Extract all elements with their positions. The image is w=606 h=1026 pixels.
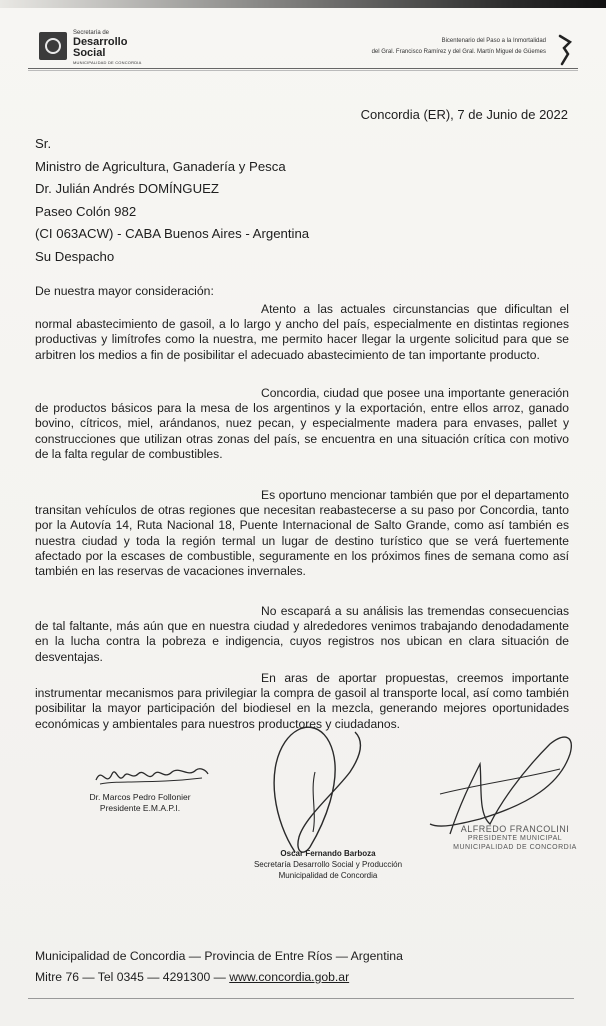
signatory-francolini — [440, 825, 590, 852]
address-line: Su Despacho — [35, 248, 115, 264]
footer-line1: Municipalidad de Concordia — Provincia de Entre Ríos — Argentina — [35, 949, 403, 963]
website-link[interactable]: www.concordia.gob.ar — [229, 970, 350, 984]
bicentenario-caption — [372, 38, 546, 57]
paragraph-text: En aras de aportar propuestas, creemos importante instrumentar mecanismos para privilegiar la compra de gasoil al transporte local, así como también posibilitar la mayor participación del biodiesel en la mezcla, generando mejores oportunidades económicas y ambientales para nuestros productores y ciudadanos. — [35, 671, 569, 731]
municipal-seal-icon — [39, 32, 67, 60]
signatory-barboza — [240, 848, 416, 881]
signature-follonier — [92, 758, 212, 794]
bicentenario-emblem-icon — [558, 34, 572, 66]
signatory-role: Secretaría Desarrollo Social y Producción — [253, 860, 403, 869]
header-divider-secondary — [28, 70, 578, 71]
salutation: De nuestra mayor consideración: — [35, 284, 214, 298]
logo-line3: Social — [73, 47, 106, 59]
paragraph-text: Atento a las actuales circunstancias que dificultan el normal abastecimiento de gasoil, a lo largo y ancho del país, especialmente en distintas regiones productivas y limítrofes como la nuestra, me permito hacer llegar la urgente solicitud para que se arbitren los medios a fin de posibilitar el adecuado abastecimiento de tan importante producto. — [35, 302, 569, 362]
body-paragraph — [35, 386, 569, 462]
paragraph-text: No escapará a su análisis las tremendas consecuencias de tal faltante, más aún que en nuestra ciudad y alrededores venimos trabajando denodadamente en la lucha contra la pobreza e indigencia, cuyos registros nos ubican en clara situación de desventajas. — [35, 604, 569, 664]
logo-line1: Secretaría de — [73, 30, 110, 36]
header-divider — [28, 68, 578, 69]
logo-line2: Desarrollo — [73, 36, 128, 48]
signatory-name: Dr. Marcos Pedro Follonier — [89, 792, 191, 802]
scan-edge — [0, 0, 606, 8]
logo-line4: MUNICIPALIDAD DE CONCORDIA — [73, 60, 142, 65]
letter-date: Concordia (ER), 7 de Junio de 2022 — [360, 107, 568, 122]
signatory-role: Presidente E.M.A.P.I. — [99, 803, 181, 813]
paragraph-text: Es oportuno mencionar también que por el departamento transitan vehículos de otras regiones que necesitan reabastecerse a su paso por Concordia, tanto por la Autovía 14, Ruta Nacional 18, Puente Internacional de Salto Grande, como así también es nuestra ciudad y toda la región termal un lugar de destino turístico que se verá fuertemente afectado por la escases de combustible, seguramente en los próximos fines de semana como así también en las reservas de vacaciones invernales. — [35, 488, 569, 579]
bicentenario-line1: Bicentenario del Paso a la Inmortalidad — [441, 38, 546, 44]
signatory-name: Oscar Fernando Barboza — [280, 849, 376, 858]
address-line: Sr. — [35, 136, 52, 151]
signatory-org: MUNICIPALIDAD DE CONCORDIA — [453, 844, 577, 851]
footer-contact: Mitre 76 — Tel 0345 — 4291300 — — [35, 970, 230, 984]
address-line: Paseo Colón 982 — [35, 203, 137, 219]
address-line: Dr. Julián Andrés DOMÍNGUEZ — [35, 181, 219, 196]
body-paragraph — [35, 302, 569, 363]
letter-footer — [35, 946, 403, 988]
bicentenario-line2: del Gral. Francisco Ramírez y del Gral. Martín Miguel de Güemes — [371, 48, 546, 55]
footer-divider — [28, 998, 574, 999]
body-paragraph — [35, 488, 569, 579]
address-line: (CI 063ACW) - CABA Buenos Aires - Argentina — [35, 226, 310, 241]
signatory-role: PRESIDENTE MUNICIPAL — [467, 835, 563, 842]
signatory-follonier — [78, 792, 202, 814]
signatory-org: Municipalidad de Concordia — [278, 871, 378, 880]
recipient-address — [35, 133, 309, 268]
letterhead-logo — [73, 30, 141, 65]
signature-barboza — [255, 712, 385, 862]
paragraph-text: Concordia, ciudad que posee una importante generación de productos básicos para la mesa de los argentinos y la exportación, entre ellos arroz, ganado bovino, cítricos, miel, arándanos, nuez pecan, y especialmente madera para envases, pallet y construcciones que utilizan otras zonas del país, se encuentra en una situación crítica con motivo de la falta regular de combustibles. — [35, 386, 569, 461]
body-paragraph — [35, 604, 569, 665]
footer-line2 — [35, 967, 403, 988]
signatory-name: ALFREDO FRANCOLINI — [460, 824, 570, 834]
address-line: Ministro de Agricultura, Ganadería y Pesca — [35, 158, 286, 174]
